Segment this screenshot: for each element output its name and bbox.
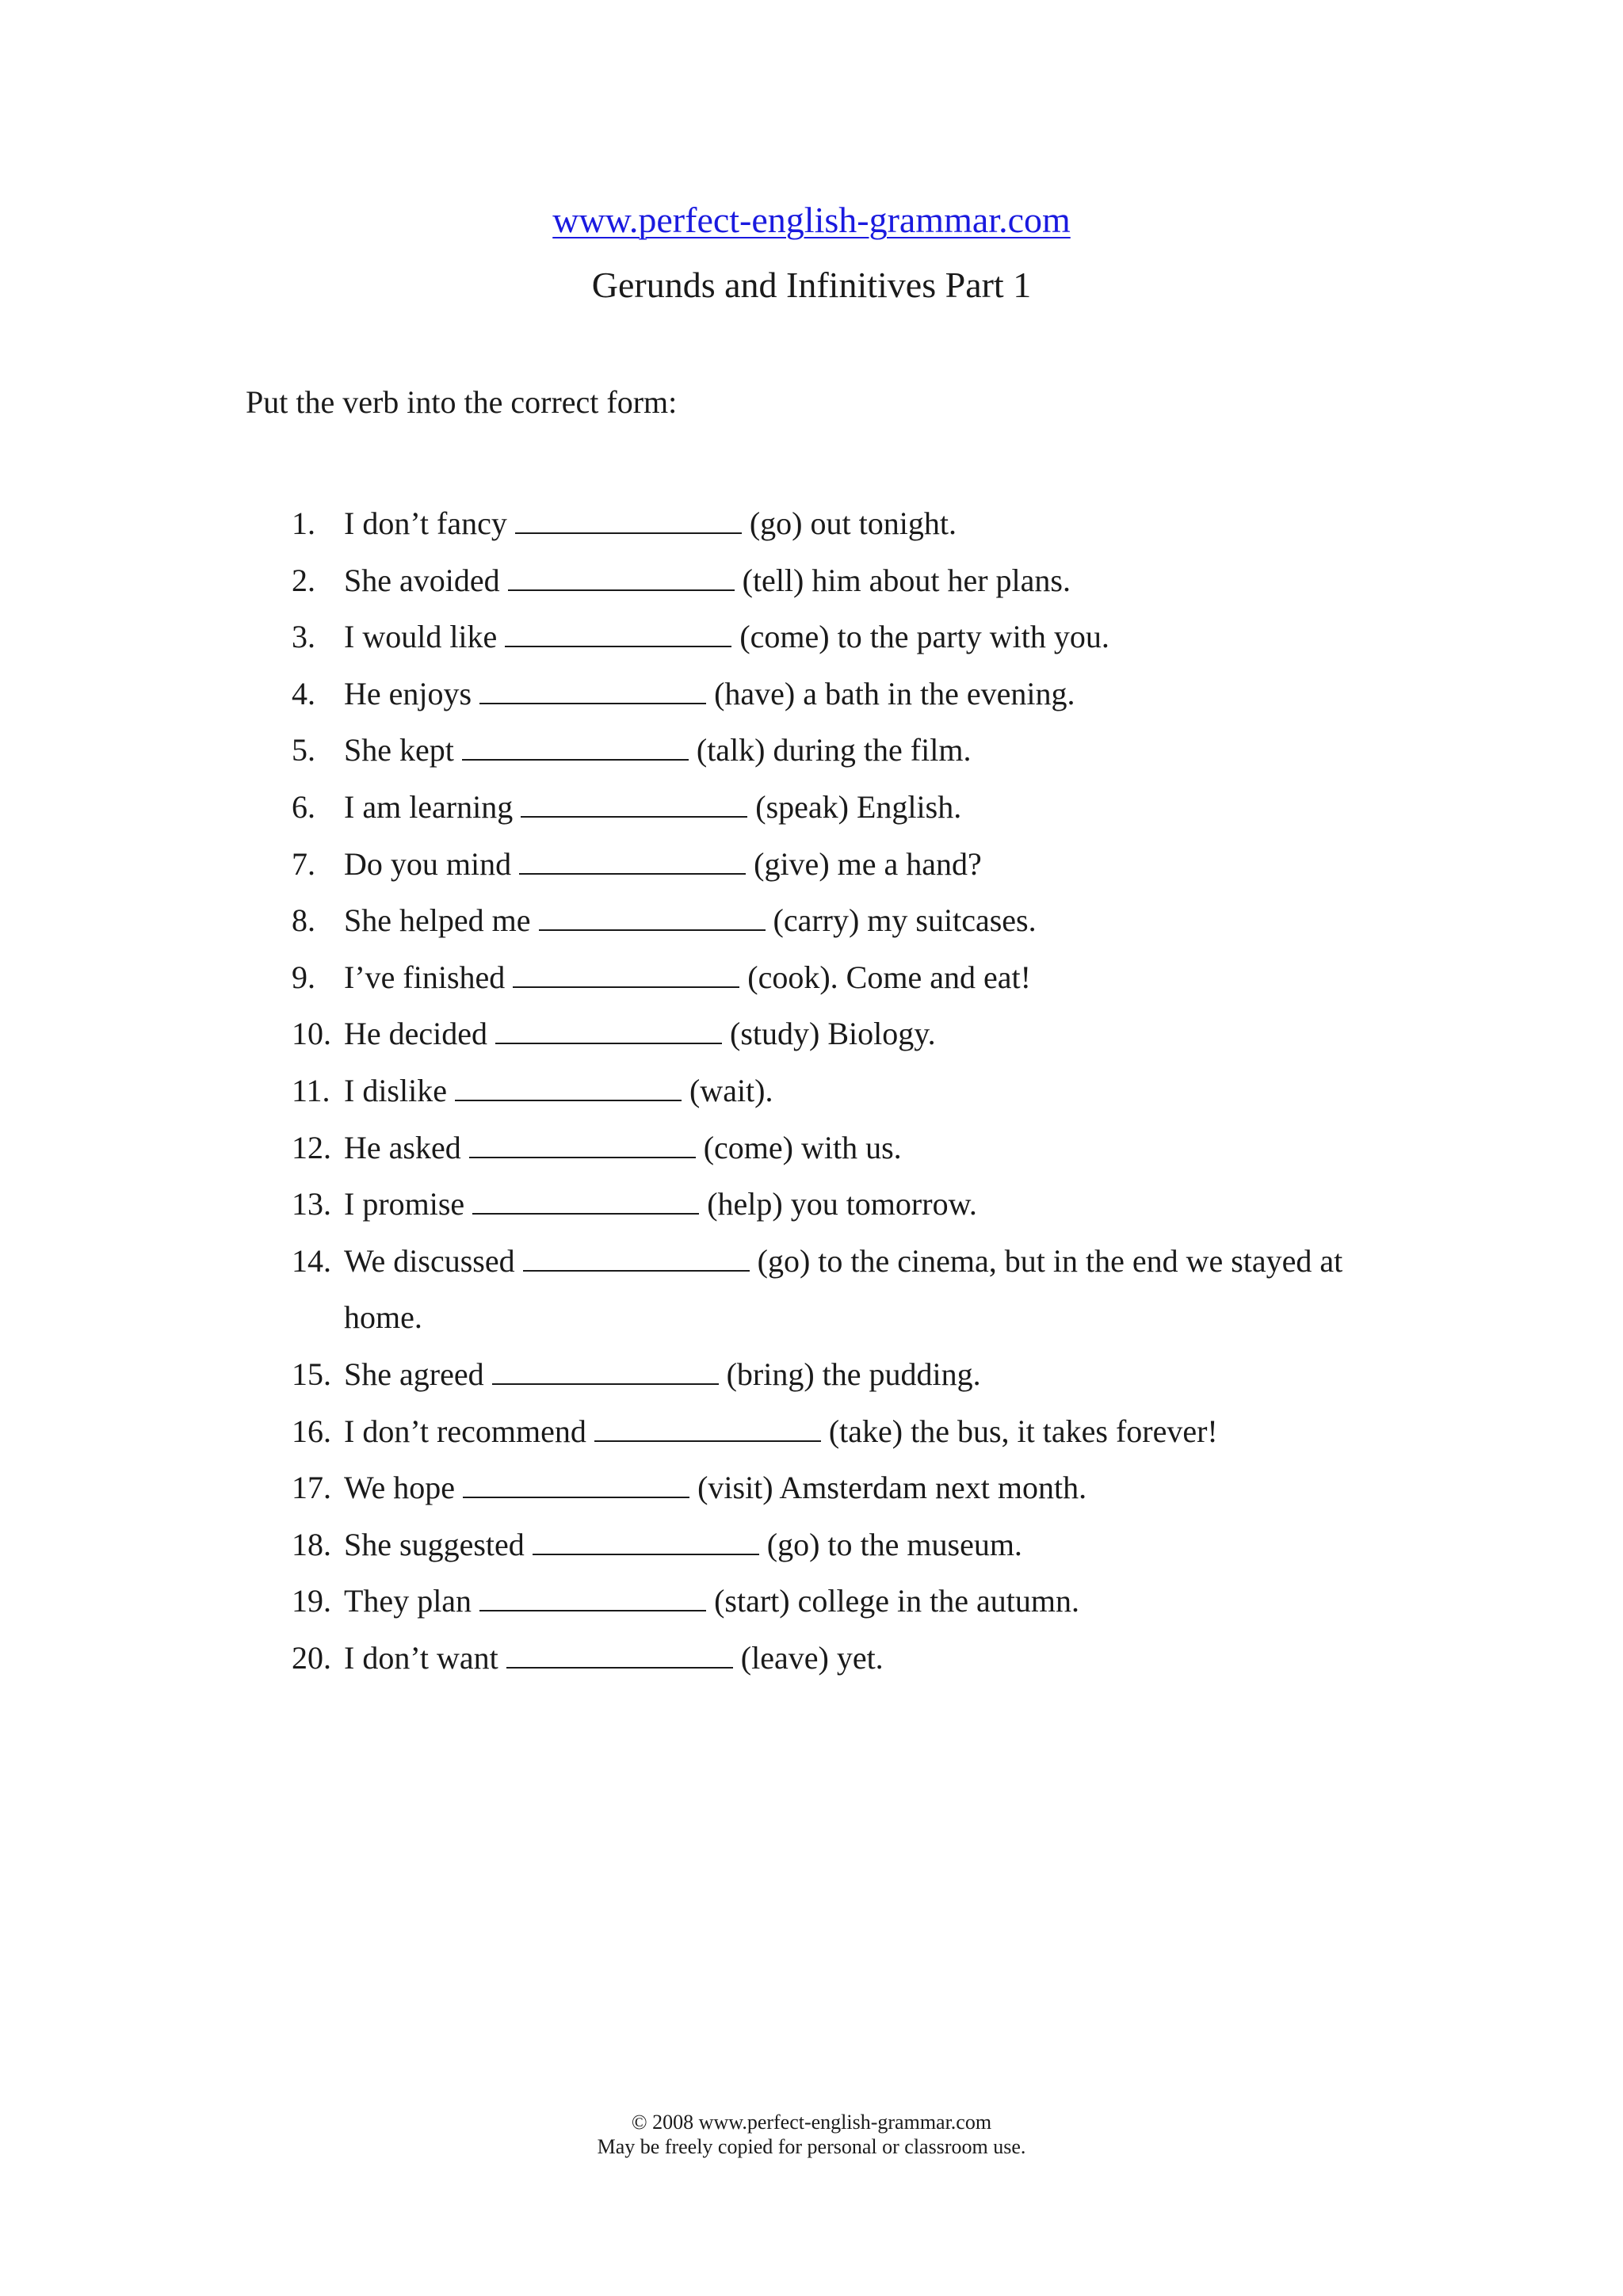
exercise-text [344, 1233, 1406, 1346]
exercise-number: 8. [292, 902, 315, 939]
exercise-prompt: He enjoys [344, 675, 472, 711]
answer-blank[interactable] [479, 671, 706, 704]
exercise-prompt: I promise [344, 1186, 465, 1222]
exercise-prompt: He decided [344, 1016, 488, 1052]
exercise-text [344, 1403, 1406, 1460]
exercise-prompt: He asked [344, 1129, 461, 1165]
exercise-number: 1. [292, 505, 315, 541]
site-link[interactable]: www.perfect-english-grammar.com [552, 200, 1071, 240]
exercise-number: 15. [292, 1356, 331, 1392]
exercise-number: 9. [292, 959, 315, 995]
exercise-verb-hint: (give) me a hand? [754, 845, 982, 882]
exercise-prompt: She avoided [344, 562, 500, 598]
exercise-prompt: I don’t recommend [344, 1413, 586, 1449]
exercise-prompt: She agreed [344, 1356, 484, 1392]
exercise-text [344, 1630, 1406, 1687]
exercise-item [0, 666, 1623, 723]
exercise-text [344, 1119, 1406, 1177]
instructions: Put the verb into the correct form: [246, 384, 678, 420]
page-title: Gerunds and Infinitives Part 1 [591, 265, 1032, 305]
answer-blank[interactable] [523, 1238, 750, 1272]
exercise-verb-hint: (speak) English. [755, 788, 962, 825]
footer [0, 2110, 1623, 2159]
answer-blank[interactable] [513, 955, 739, 988]
exercise-verb-hint: (visit) Amsterdam next month. [697, 1470, 1087, 1506]
exercise-verb-hint: (help) you tomorrow. [707, 1186, 977, 1222]
exercise-number: 5. [292, 732, 315, 769]
exercise-prompt: I don’t want [344, 1639, 498, 1676]
exercise-prompt: I’ve finished [344, 959, 506, 995]
exercise-item [0, 495, 1623, 552]
exercise-number: 17. [292, 1470, 331, 1506]
answer-blank[interactable] [469, 1125, 696, 1158]
answer-blank[interactable] [506, 1635, 733, 1669]
exercise-text [344, 1346, 1406, 1403]
answer-blank[interactable] [594, 1409, 821, 1442]
exercise-text [344, 836, 1406, 893]
exercise-text [344, 608, 1406, 666]
exercise-verb-hint: (go) out tonight. [749, 505, 957, 541]
answer-blank[interactable] [463, 1465, 689, 1498]
exercise-verb-hint: (bring) the pudding. [726, 1356, 981, 1392]
exercise-verb-hint: (wait). [689, 1072, 773, 1108]
exercise-prompt: She kept [344, 732, 454, 769]
exercise-verb-hint: (cook). Come and eat! [747, 959, 1031, 995]
answer-blank[interactable] [495, 1011, 722, 1044]
exercise-verb-hint: (have) a bath in the evening. [714, 675, 1075, 711]
exercise-item [0, 608, 1623, 666]
exercise-item [0, 1630, 1623, 1687]
exercise-verb-hint: (leave) yet. [740, 1639, 884, 1676]
exercise-prompt: I don’t fancy [344, 505, 507, 541]
exercise-text [344, 1005, 1406, 1062]
answer-blank[interactable] [479, 1578, 706, 1611]
answer-blank[interactable] [539, 898, 766, 931]
answer-blank[interactable] [455, 1068, 682, 1101]
exercise-item [0, 836, 1623, 893]
exercise-verb-hint: (talk) during the film. [696, 732, 972, 769]
exercise-item [0, 722, 1623, 779]
exercise-text [344, 1573, 1406, 1630]
exercise-prompt: They plan [344, 1583, 472, 1619]
exercise-verb-hint: (take) the bus, it takes forever! [828, 1413, 1218, 1449]
exercise-item [0, 1346, 1623, 1403]
exercise-verb-hint: (study) Biology. [730, 1016, 936, 1052]
exercise-text [344, 949, 1406, 1006]
exercise-text [344, 892, 1406, 949]
exercise-number: 10. [292, 1016, 331, 1052]
exercise-text [344, 1459, 1406, 1516]
exercise-item [0, 779, 1623, 836]
exercise-item [0, 1573, 1623, 1630]
exercise-number: 4. [292, 675, 315, 711]
answer-blank[interactable] [462, 727, 689, 761]
footer-usage-note: May be freely copied for personal or classroom use. [597, 2135, 1026, 2158]
exercise-number: 20. [292, 1639, 331, 1676]
exercise-verb-hint: (start) college in the autumn. [714, 1583, 1080, 1619]
exercise-prompt: I dislike [344, 1072, 447, 1108]
exercise-prompt: We discussed [344, 1242, 515, 1279]
exercise-item [0, 1176, 1623, 1233]
exercise-number: 19. [292, 1583, 331, 1619]
answer-blank[interactable] [515, 501, 742, 534]
exercise-number: 13. [292, 1186, 331, 1222]
exercise-number: 11. [292, 1072, 330, 1108]
exercise-item [0, 949, 1623, 1006]
exercise-item [0, 1119, 1623, 1177]
exercise-item [0, 892, 1623, 949]
exercise-verb-hint: (carry) my suitcases. [773, 902, 1037, 939]
exercise-number: 3. [292, 619, 315, 655]
exercise-text [344, 666, 1406, 723]
exercise-number: 16. [292, 1413, 331, 1449]
exercise-prompt: She helped me [344, 902, 531, 939]
exercise-number: 2. [292, 562, 315, 598]
exercise-item [0, 1062, 1623, 1119]
exercise-list [0, 495, 1623, 1686]
exercise-prompt: We hope [344, 1470, 456, 1506]
answer-blank[interactable] [508, 558, 735, 591]
answer-blank[interactable] [505, 614, 731, 647]
exercise-text [344, 1516, 1406, 1573]
exercise-number: 18. [292, 1526, 331, 1562]
exercise-text [344, 722, 1406, 779]
answer-blank[interactable] [521, 784, 747, 818]
exercise-prompt: I would like [344, 619, 498, 655]
answer-blank[interactable] [492, 1352, 719, 1385]
answer-blank[interactable] [472, 1181, 699, 1215]
exercise-item [0, 1005, 1623, 1062]
exercise-item [0, 1403, 1623, 1460]
exercise-text [344, 1062, 1406, 1119]
exercise-prompt: She suggested [344, 1526, 525, 1562]
exercise-text [344, 552, 1406, 609]
exercise-number: 12. [292, 1129, 331, 1165]
exercise-number: 6. [292, 788, 315, 825]
exercise-text [344, 779, 1406, 836]
footer-copyright: © 2008 www.perfect-english-grammar.com [631, 2111, 992, 2134]
answer-blank[interactable] [533, 1522, 759, 1555]
exercise-verb-hint: (tell) him about her plans. [742, 562, 1071, 598]
exercise-prompt: I am learning [344, 788, 514, 825]
exercise-text [344, 1176, 1406, 1233]
exercise-number: 7. [292, 845, 315, 882]
exercise-verb-hint: (come) to the party with you. [739, 619, 1109, 655]
exercise-text [344, 495, 1406, 552]
exercise-item [0, 552, 1623, 609]
exercise-item [0, 1459, 1623, 1516]
exercise-number: 14. [292, 1242, 331, 1279]
exercise-item [0, 1233, 1623, 1346]
exercise-prompt: Do you mind [344, 845, 512, 882]
exercise-verb-hint: (go) to the cinema, but in the end we stayed at home. [344, 1242, 1343, 1336]
exercise-item [0, 1516, 1623, 1573]
answer-blank[interactable] [519, 841, 746, 875]
exercise-verb-hint: (come) with us. [703, 1129, 902, 1165]
exercise-verb-hint: (go) to the museum. [766, 1526, 1022, 1562]
